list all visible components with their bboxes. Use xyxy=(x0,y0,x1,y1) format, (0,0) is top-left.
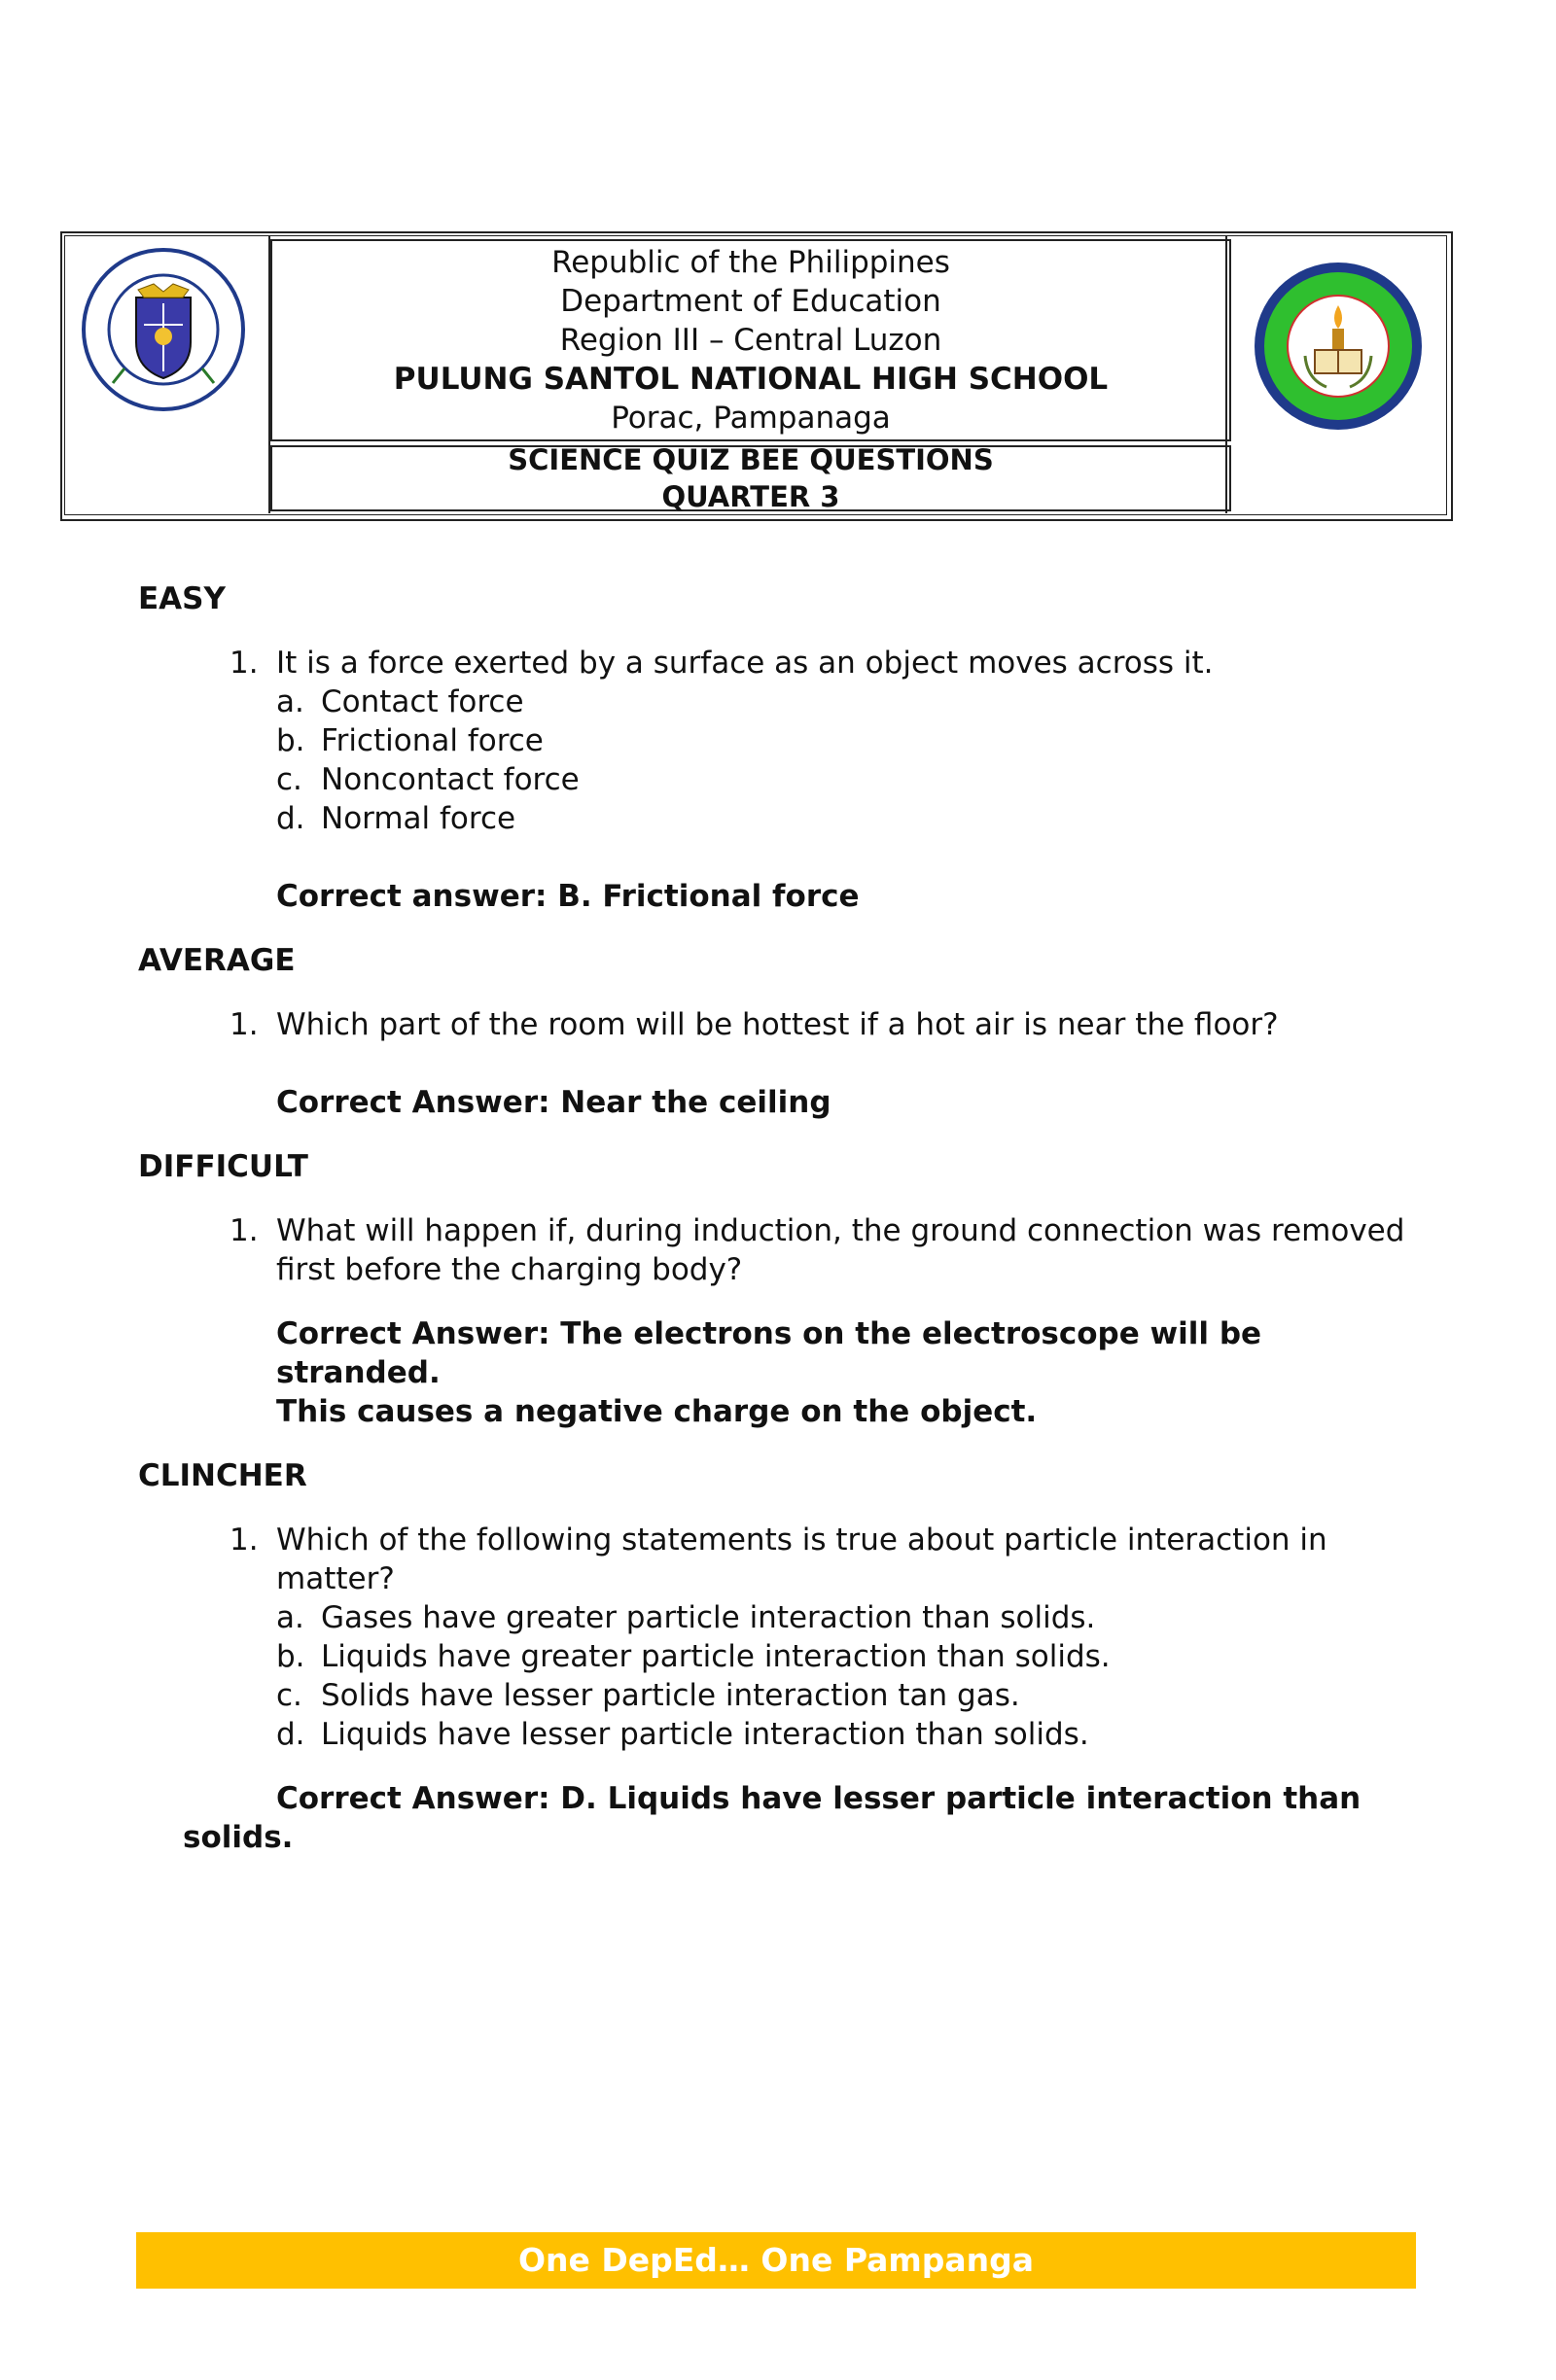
clincher-option-d xyxy=(138,1715,1422,1754)
clincher-option-a xyxy=(138,1598,1422,1637)
question-number: 1. xyxy=(230,1522,259,1558)
difficult-answer-line-2: This causes a negative charge on the object. xyxy=(276,1394,1038,1429)
document-title: SCIENCE QUIZ BEE QUESTIONS xyxy=(508,443,994,476)
option-text: Liquids have greater particle interaction than solids. xyxy=(321,1639,1111,1674)
option-text: Contact force xyxy=(321,684,524,719)
question-text-line-2: first before the charging body? xyxy=(276,1252,743,1287)
question-text-line-1: What will happen if, during induction, the ground connection was removed xyxy=(276,1213,1405,1248)
question-text: Which of the following statements is true about particle interaction in matter? xyxy=(276,1522,1327,1596)
deped-seal-icon xyxy=(76,247,251,412)
option-text: Gases have greater particle interaction than solids. xyxy=(321,1600,1096,1635)
option-text: Frictional force xyxy=(321,723,544,758)
option-letter: c. xyxy=(276,1678,302,1713)
option-letter: d. xyxy=(276,801,305,836)
clincher-option-c xyxy=(138,1676,1422,1715)
question-number: 1. xyxy=(230,1213,259,1248)
option-letter: d. xyxy=(276,1717,305,1752)
document-title-box xyxy=(270,445,1231,511)
question-text: Which part of the room will be hottest if a hot air is near the floor? xyxy=(276,1007,1279,1042)
difficult-question xyxy=(138,1211,1422,1250)
difficult-question-continued xyxy=(138,1250,1422,1289)
easy-option-a xyxy=(138,682,1422,721)
option-text: Normal force xyxy=(321,801,516,836)
header-text-block xyxy=(266,235,1231,513)
average-answer: Correct Answer: Near the ceiling xyxy=(276,1085,831,1120)
option-letter: b. xyxy=(276,723,305,758)
clincher-answer-line-2: solids. xyxy=(183,1820,294,1855)
difficult-answer-line-1: Correct Answer: The electrons on the electroscope will be stranded. xyxy=(276,1316,1262,1390)
easy-option-b xyxy=(138,721,1422,760)
option-text: Noncontact force xyxy=(321,762,580,797)
section-heading-difficult: DIFFICULT xyxy=(138,1149,308,1184)
deped-logo-cell xyxy=(64,235,270,513)
option-letter: b. xyxy=(276,1639,305,1674)
option-text: Liquids have lesser particle interaction than solids. xyxy=(321,1717,1089,1752)
quiz-content xyxy=(138,579,1422,1857)
school-location: Porac, Pampanaga xyxy=(611,401,891,436)
option-letter: a. xyxy=(276,684,304,719)
question-text: It is a force exerted by a surface as an object moves across it. xyxy=(276,646,1214,681)
average-question xyxy=(138,1005,1422,1044)
clincher-answer-line-1: Correct Answer: D. Liquids have lesser particle interaction than xyxy=(276,1781,1362,1816)
document-quarter: QUARTER 3 xyxy=(661,480,840,513)
section-heading-easy: EASY xyxy=(138,581,226,616)
easy-option-d xyxy=(138,799,1422,838)
easy-answer: Correct answer: B. Frictional force xyxy=(276,879,860,914)
easy-question xyxy=(138,644,1422,682)
header-line-region: Region III – Central Luzon xyxy=(559,323,942,358)
easy-option-c xyxy=(138,760,1422,799)
question-number: 1. xyxy=(230,1007,259,1042)
question-number: 1. xyxy=(230,646,259,681)
clincher-question xyxy=(138,1521,1422,1598)
section-heading-clincher: CLINCHER xyxy=(138,1458,307,1493)
clincher-option-b xyxy=(138,1637,1422,1676)
document-header xyxy=(60,231,1453,521)
footer-banner: One DepEd… One Pampanga xyxy=(136,2232,1416,2289)
section-heading-average: AVERAGE xyxy=(138,943,296,978)
school-logo-cell xyxy=(1225,235,1447,513)
header-line-department: Department of Education xyxy=(560,284,941,319)
school-name: PULUNG SANTOL NATIONAL HIGH SCHOOL xyxy=(393,362,1109,397)
option-letter: c. xyxy=(276,762,302,797)
option-text: Solids have lesser particle interaction tan gas. xyxy=(321,1678,1020,1713)
agency-info xyxy=(270,239,1231,441)
header-line-republic: Republic of the Philippines xyxy=(551,245,950,280)
school-seal-icon xyxy=(1251,259,1426,434)
option-letter: a. xyxy=(276,1600,304,1635)
